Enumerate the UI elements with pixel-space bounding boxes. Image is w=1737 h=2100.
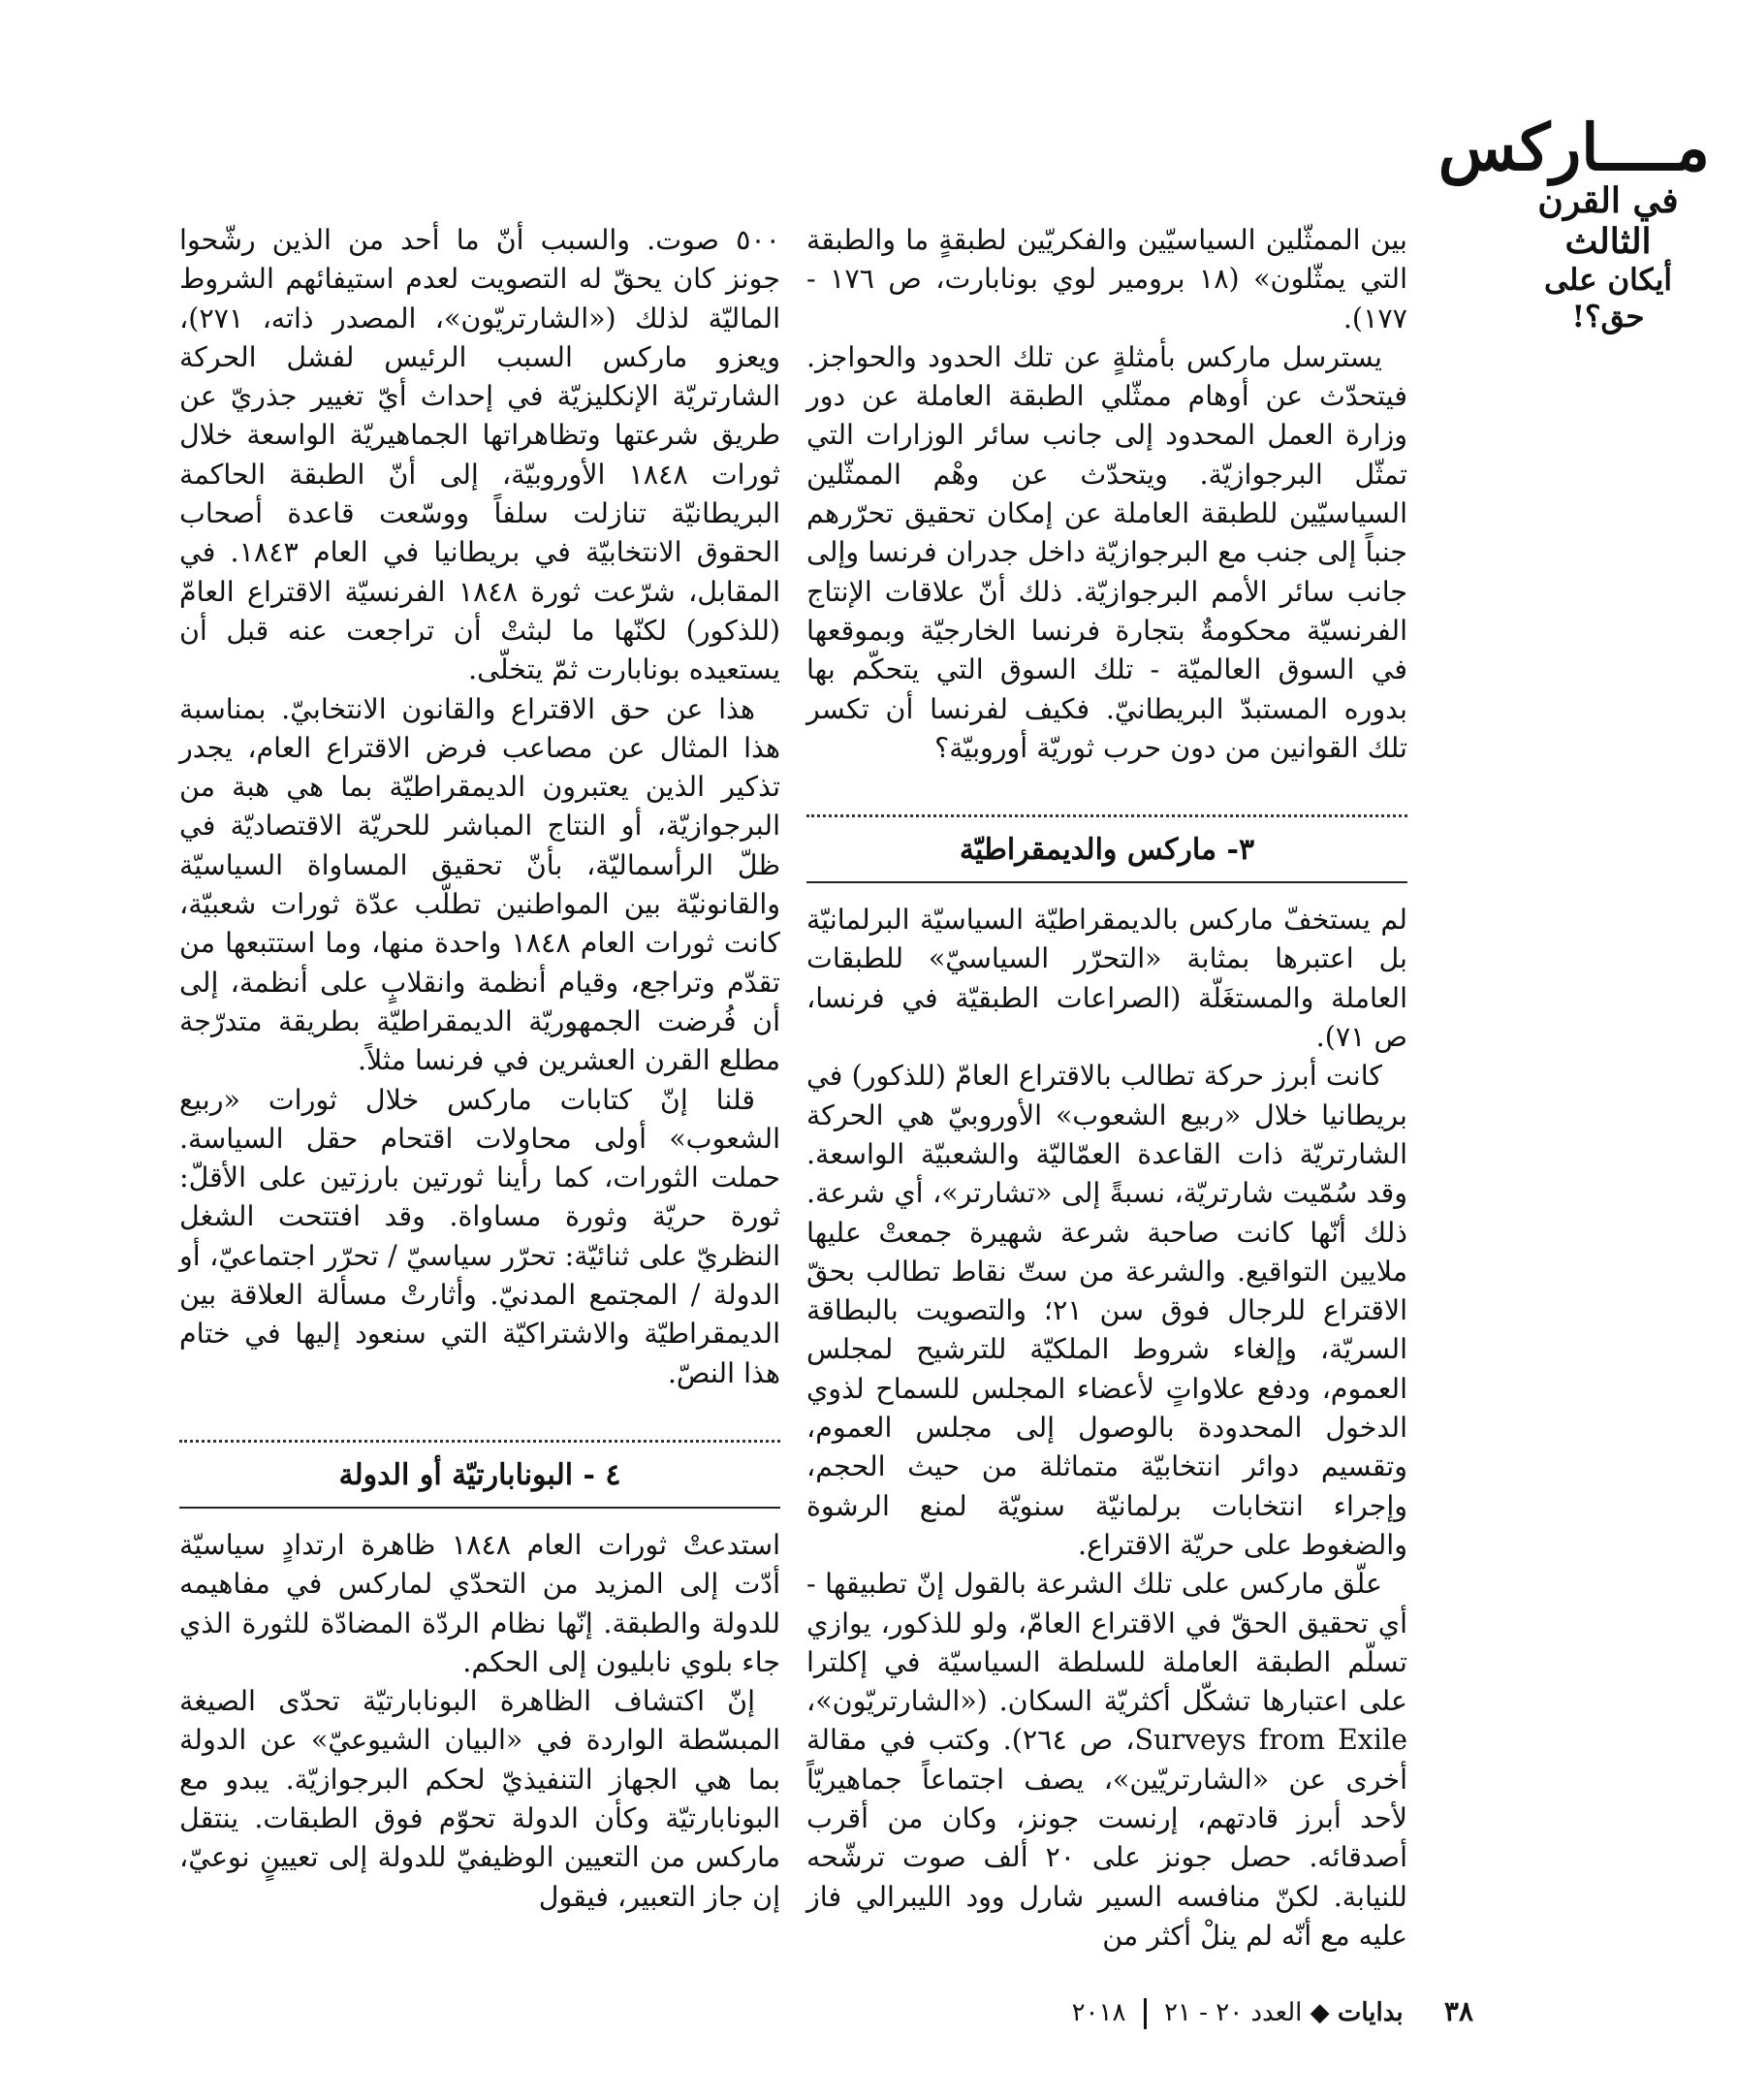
- page-number: ٣٨: [1443, 1995, 1473, 2027]
- section-heading-3: ٣- ماركس والديمقراطيّة: [959, 833, 1255, 868]
- diamond-icon: ◆: [1310, 1998, 1330, 2027]
- heading-rule: [179, 1507, 780, 1509]
- paragraph: علّق ماركس على تلك الشرعة بالقول إنّ تطبيقها - أي تحقيق الحقّ في الاقتراع العامّ، ولو للذكور، يوازي تسلّم الطبقة العاملة للسلطة السياسيّة في إكلترا على اعتبارها تشكّل أكثريّة السكان. («الشارتريّون»، Surveys from Exile، ص ٢٦٤). وكتب في مقالة أخرى عن «الشارتريّين»، يصف اجتماعاً جماهيريّاً لأحد أبرز قادتهم، إرنست جونز، وكان من أقرب أصدقائه. حصل جونز على ٢٠ ألف صوت ترشّحه للنيابة. لكنّ منافسه السير شارل وود الليبرالي فاز عليه مع أنّه لم ينلْ أكثر من: [806, 1568, 1408, 1952]
- section-divider: [806, 814, 1407, 817]
- paragraph: كانت أبرز حركة تطالب بالاقتراع العامّ (للذكور) في بريطانيا خلال «ربيع الشعوب» الأوروبيّ هي الحركة الشارتريّة ذات القاعدة العمّاليّة والشعبيّة الواسعة. وقد سُمّيت شارتريّة، نسبةً إلى «تشارتر»، أي شرعة. ذلك أنّها كانت صاحبة شرعة شهيرة جمعتْ عليها ملايين التواقيع. والشرعة من ستّ نقاط تطالب بحقّ الاقتراع للرجال فوق سن ٢١؛ والتصويت بالبطاقة السريّة، وإلغاء شروط الملكيّة للترشيح لمجلس العموم، ودفع علاواتٍ لأعضاء المجلس للسماح لذوي الدخول المحدودة بالوصول إلى مجلس العموم، وتقسيم دوائر انتخابيّة متماثلة من حيث الحجم، وإجراء انتخابات برلمانيّة سنويّة لمنع الرشوة والضغوط على حريّة الاقتراع.: [806, 1060, 1407, 1561]
- paragraph: لم يستخفّ ماركس بالديمقراطيّة السياسيّة البرلمانيّة بل اعتبرها بمثابة «التحرّر السياسيّ» للطبقات العاملة والمستغَلّة (الصراعات الطبقيّة في فرنسا، ص ٧١).: [806, 904, 1407, 1054]
- issue-number: العدد ٢٠ - ٢١: [1163, 1998, 1303, 2027]
- paragraph: يسترسل ماركس بأمثلةٍ عن تلك الحدود والحواجز. فيتحدّث عن أوهام ممثّلي الطبقة العاملة عن دور وزارة العمل المحدود إلى جانب سائر الوزارات التي تمثّل البرجوازيّة. ويتحدّث عن وهْم الممثّلين السياسيّين للطبقة العاملة عن إمكان تحقيق تحرّرهم جنباً إلى جنب مع البرجوازيّة داخل جدران فرنسا وإلى جانب سائر الأمم البرجوازيّة. ذلك أنّ علاقات الإنتاج الفرنسيّة محكومةٌ بتجارة فرنسا الخارجيّة وبموقعها في السوق العالميّة - تلك السوق التي يتحكّم بها بدوره المستبدّ البريطانيّ. فكيف لفرنسا أن تكسر تلك القوانين من دون حرب ثوريّة أوروبيّة؟: [806, 340, 1407, 764]
- paragraph: إنّ اكتشاف الظاهرة البونابارتيّة تحدّى الصيغة المبسّطة الواردة في «البيان الشيوعيّ» عن الدولة بما هي الجهاز التنفيذيّ لحكم البرجوازيّة. يبدو مع البونابارتيّة وكأن الدولة تحوّم فوق الطبقات. ينتقل ماركس من التعيين الوظيفيّ للدولة إلى تعيينٍ نوعيّ، إن جاز التعبير، فيقول: [179, 1685, 780, 1913]
- section-divider: [179, 1440, 780, 1443]
- footer-separator: [1144, 1998, 1147, 2029]
- magazine-name: بدايات: [1337, 1998, 1404, 2027]
- issue-year: ٢٠١٨: [1071, 1998, 1126, 2027]
- logo-line-2: في القرن الثالث: [1537, 180, 1679, 262]
- right-column: [806, 221, 1408, 1952]
- paragraph: استدعتْ ثورات العام ١٨٤٨ ظاهرة ارتدادٍ سياسيّة أدّت إلى المزيد من التحدّي لماركس في مفاهيمه للدولة والطبقة. إنّها نظام الردّة المضادّة للثورة الذي جاء بلوي نابليون إلى الحكم.: [179, 1528, 781, 1678]
- logo-line-3: أيكان على حق؟!: [1544, 263, 1672, 334]
- left-column: [179, 221, 781, 1913]
- paragraph: بين الممثّلين السياسيّين والفكريّين لطبقةٍ ما والطبقة التي يمثّلون» (١٨ برومير لوي بونابارت، ص ١٧٦ - ١٧٧).: [806, 224, 1407, 334]
- heading-rule: [806, 881, 1407, 883]
- page-footer: [1047, 1990, 1473, 2033]
- paragraph: هذا عن حق الاقتراع والقانون الانتخابيّ. بمناسبة هذا المثال عن مصاعب فرض الاقتراع العام، يجدر تذكير الذين يعتبرون الديمقراطيّة بما هي هبة من البرجوازيّة، أو النتاج المباشر للحريّة الاقتصاديّة في ظلّ الرأسماليّة، بأنّ تحقيق المساواة السياسيّة والقانونيّة بين المواطنين تطلّب عدّة ثورات شعبيّة، كانت ثورات العام ١٨٤٨ واحدة منها، وما استتبعها من تقدّم وتراجع، وقيام أنظمة وانقلابٍ على أنظمة، إلى أن فُرضت الجمهوريّة الديمقراطيّة بطريقة متدرّجة مطلع القرن العشرين في فرنسا مثلاً.: [179, 692, 780, 1077]
- series-logo: [1437, 110, 1710, 334]
- logo-line-1: مــــاركس: [1437, 110, 1710, 185]
- paragraph: قلنا إنّ كتابات ماركس خلال ثورات «ربيع الشعوب» أولى محاولات اقتحام حقل السياسة. حملت الثورات، كما رأينا ثورتين بارزتين على الأقلّ: ثورة حريّة وثورة مساواة. وقد افتتحت الشغل النظريّ على ثنائيّة: تحرّر سياسيّ / تحرّر اجتماعيّ، أو الدولة / المجتمع المدنيّ. وأثارتْ مسألة العلاقة بين الديمقراطيّة والاشتراكيّة التي سنعود إليها في ختام هذا النصّ.: [179, 1083, 780, 1389]
- paragraph: ٥٠٠ صوت. والسبب أنّ ما أحد من الذين رشّحوا جونز كان يحقّ له التصويت لعدم استيفائهم الشروط الماليّة لذلك («الشارتريّون»، المصدر ذاته، ٢٧١)، ويعزو ماركس السبب الرئيس لفشل الحركة الشارتريّة الإنكليزيّة في إحداث أيّ تغيير جذريّ عن طريق شرعتها وتظاهراتها الجماهيريّة الواسعة خلال ثورات ١٨٤٨ الأوروبيّة، إلى أنّ الطبقة الحاكمة البريطانيّة تنازلت سلفاً ووسّعت قاعدة أصحاب الحقوق الانتخابيّة في بريطانيا في العام ١٨٤٣. في المقابل، شرّعت ثورة ١٨٤٨ الفرنسيّة الاقتراع العامّ (للذكور) لكنّها ما لبثتْ أن تراجعت عنه قبل أن يستعيده بونابارت ثمّ يتخلّى.: [179, 224, 780, 686]
- section-heading-4: ٤ - البونابارتيّة أو الدولة: [338, 1457, 621, 1492]
